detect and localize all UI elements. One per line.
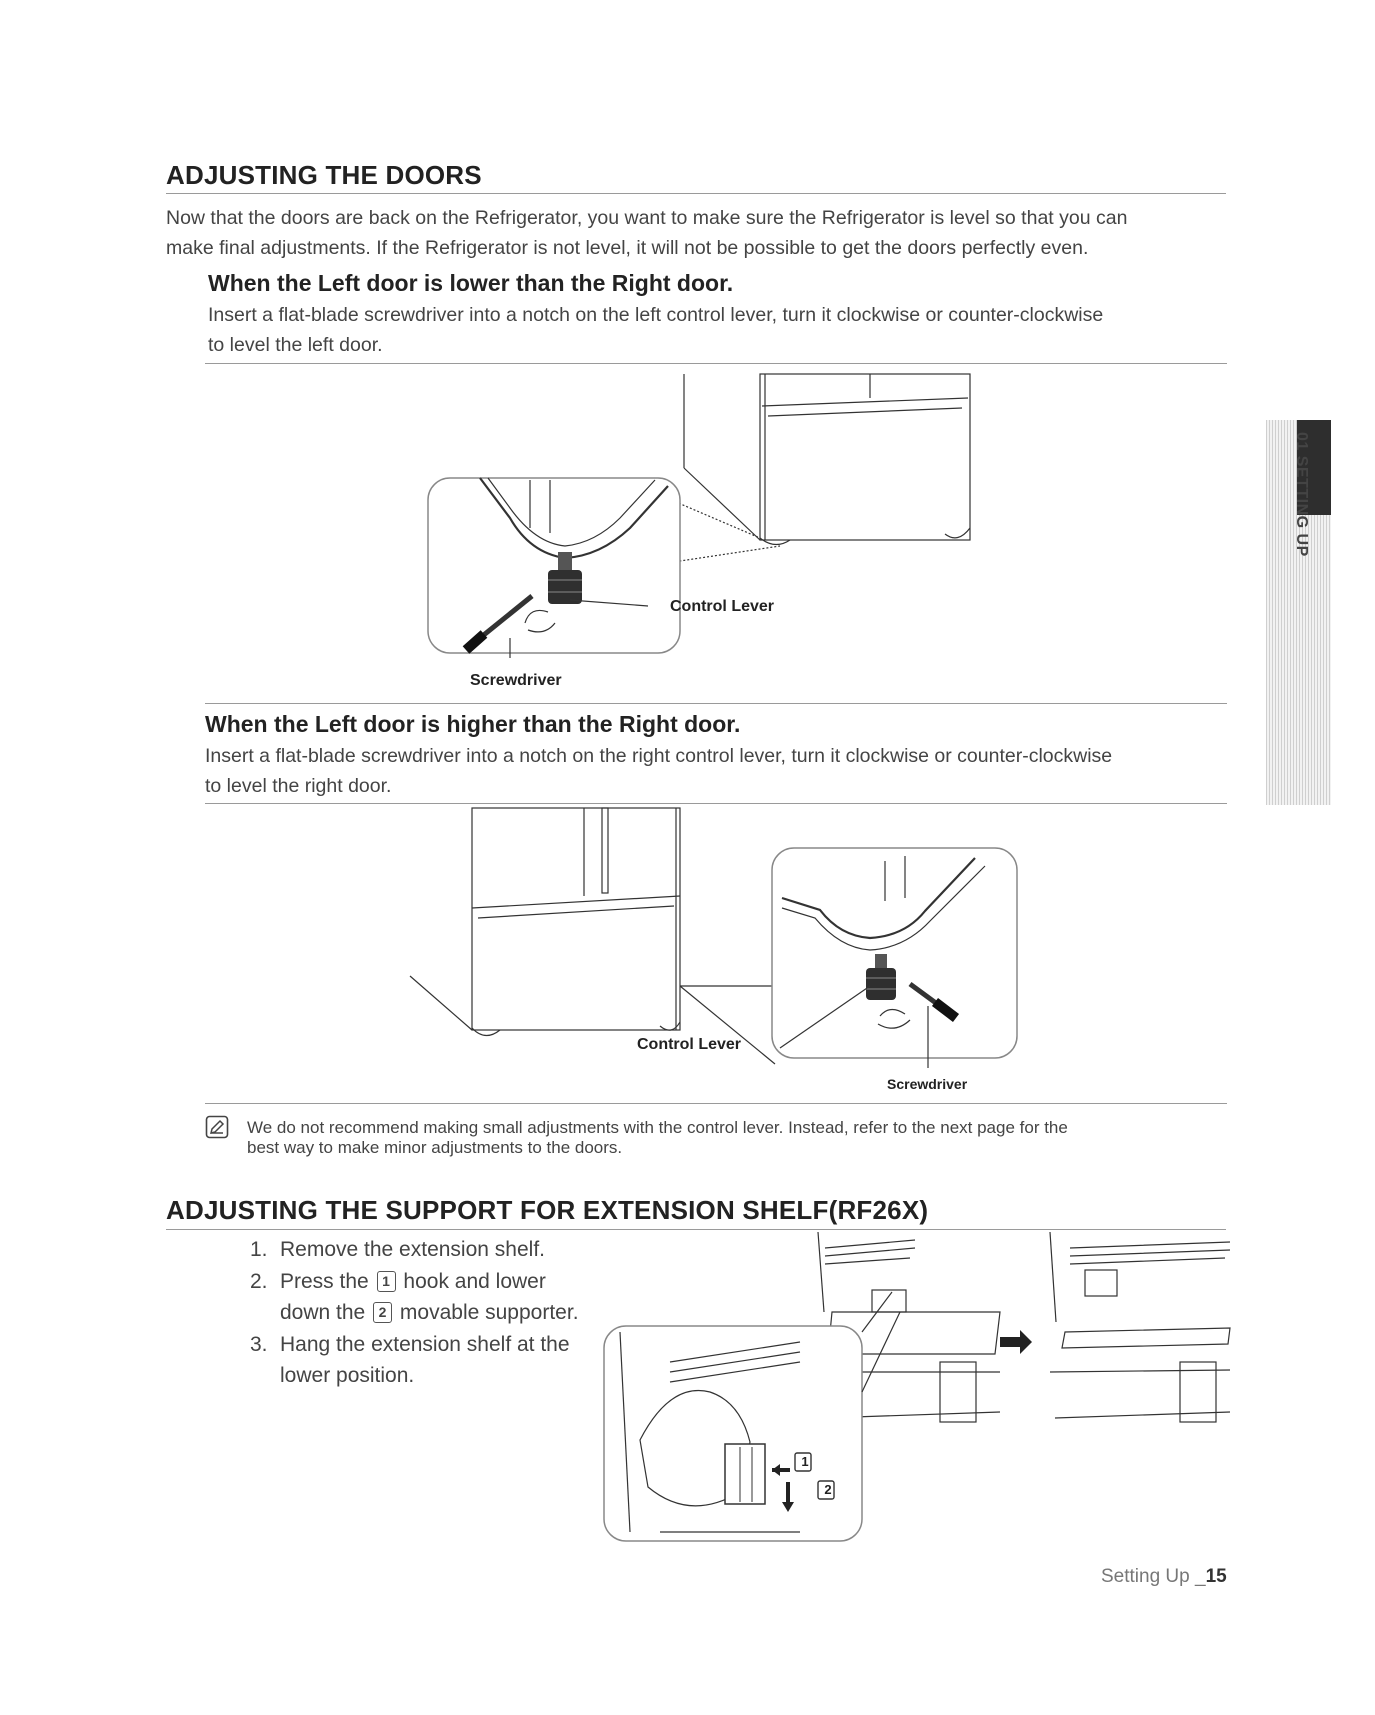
step-2-text-a: Press the — [280, 1269, 369, 1293]
step-1-text: Remove the extension shelf. — [280, 1238, 545, 1261]
section-title-extension-shelf: ADJUSTING THE SUPPORT FOR EXTENSION SHELF(RF26X) — [166, 1195, 929, 1225]
step-1 — [250, 1234, 600, 1266]
step-2-text-c: down the — [280, 1301, 366, 1324]
side-tab-label: 01 SETTING UP — [1293, 432, 1310, 557]
step-2-box-1: 1 — [377, 1271, 396, 1292]
intro-paragraph — [166, 203, 1236, 263]
footer-section: Setting Up _ — [1101, 1566, 1206, 1587]
sub2-paragraph — [205, 741, 1235, 801]
note-line-2: best way to make minor adjustments to the doors. — [247, 1138, 623, 1157]
sub2-top-rule — [205, 703, 1227, 704]
callout-screwdriver-1: Screwdriver — [470, 672, 562, 689]
note-line-1: We do not recommend making small adjustments with the control lever. Instead, refer to the next page for the — [247, 1118, 1068, 1137]
zoom-callout-1 — [428, 478, 680, 653]
sub1-paragraph — [208, 300, 1228, 360]
fridge-drawing-1 — [684, 374, 970, 545]
callout-control-lever-2: Control Lever — [637, 1036, 742, 1053]
section-title-doors: ADJUSTING THE DOORS — [166, 160, 482, 190]
sub2-line-1: Insert a flat-blade screwdriver into a notch on the right control lever, turn it clockwise or counter-clockwise — [205, 745, 1113, 767]
section2-rule — [166, 1229, 1226, 1230]
note-icon — [205, 1115, 229, 1139]
note-rule — [205, 1103, 1227, 1104]
sub1-rule — [205, 363, 1227, 364]
step-3 — [250, 1329, 600, 1392]
intro-line-2: make final adjustments. If the Refrigerator is not level, it will not be possible to get the doors perfectly even. — [166, 237, 1089, 259]
steps-list — [250, 1234, 600, 1392]
sub2-line-2: to level the right door. — [205, 775, 392, 797]
callout-screwdriver-2: Screwdriver — [887, 1076, 968, 1092]
marker-1-label: 1 — [801, 1454, 809, 1469]
arrow-right-icon — [1000, 1330, 1032, 1354]
marker-2-label: 2 — [824, 1482, 832, 1497]
zoom-callout-2 — [772, 848, 1017, 1058]
note-paragraph — [247, 1118, 1237, 1158]
step-2-text-d: movable supporter. — [399, 1301, 579, 1324]
step-3-text-b: lower position. — [280, 1364, 415, 1387]
subheading-left-lower: When the Left door is lower than the Right door. — [208, 270, 734, 296]
step-2-number: 2. — [250, 1269, 268, 1293]
step-3-text-a: Hang the extension shelf at the — [280, 1332, 570, 1356]
page-footer — [1101, 1566, 1227, 1588]
step-3-number: 3. — [250, 1332, 268, 1356]
callout-control-lever-1: Control Lever — [670, 598, 775, 615]
step-2-box-2: 2 — [373, 1302, 392, 1323]
section-rule — [166, 193, 1226, 194]
footer-page-number: 15 — [1205, 1566, 1227, 1587]
fridge-drawing-2 — [410, 808, 680, 1036]
illustration-left-lever — [400, 368, 1000, 668]
subheading-left-higher: When the Left door is higher than the Right door. — [205, 711, 741, 737]
shelf-after — [1050, 1232, 1230, 1422]
illustration-extension-shelf — [600, 1232, 1235, 1552]
sub1-line-1: Insert a flat-blade screwdriver into a notch on the left control lever, turn it clockwise or counter-clockwise — [208, 304, 1104, 326]
sub1-line-2: to level the left door. — [208, 334, 383, 356]
chapter-side-tab — [1266, 420, 1331, 805]
sub2-rule — [205, 803, 1227, 804]
zoom-callout-3 — [604, 1326, 862, 1541]
intro-line-1: Now that the doors are back on the Refrigerator, you want to make sure the Refrigerator is level so that you can — [166, 207, 1128, 229]
step-1-number: 1. — [250, 1238, 268, 1261]
step-2-text-b: hook and lower — [403, 1269, 546, 1293]
step-2 — [250, 1266, 600, 1329]
